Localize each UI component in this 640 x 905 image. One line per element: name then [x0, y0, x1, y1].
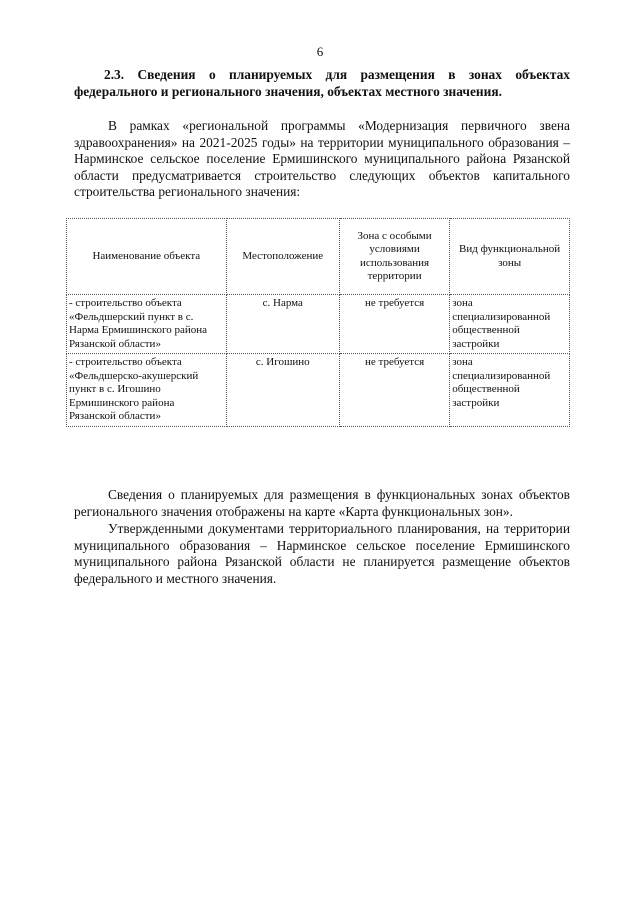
row1-object-name: - строительство объекта «Фельдшерский пункт в с. Нарма Ермишинского района Рязанской области» — [67, 295, 227, 354]
row2-object-name: - строительство объекта «Фельдшерско-акушерский пункт в с. Игошино Ермишинского района Рязанской области» — [67, 354, 227, 427]
conclusion-paragraph: Утвержденными документами территориального планирования, на территории муниципального образования – Нарминское сельское поселение Ермишинского муниципального района Рязанской области не планируется размещение объектов федерального и местного значения. — [74, 521, 570, 586]
header-functional-zone: Вид функциональной зоны — [450, 219, 570, 295]
objects-table — [66, 218, 570, 427]
row2-functional-zone: зона специализированной общественной застройки — [450, 354, 570, 427]
row1-special-zone: не требуется — [339, 295, 449, 354]
header-location: Местоположение — [226, 219, 339, 295]
row2-location: с. Игошино — [226, 354, 339, 427]
header-object-name: Наименование объекта — [67, 219, 227, 295]
table-header-row — [67, 219, 570, 295]
table-row — [67, 295, 570, 354]
intro-paragraph: В рамках «региональной программы «Модернизация первичного звена здравоохранения» на 2021-2025 годы» на территории муниципального образования – Нарминское сельское поселение Ермишинского муниципального района Рязанской области предусматривается строительство следующих объектов капитального строительства регионального значения: — [74, 118, 570, 200]
section-heading: 2.3. Сведения о планируемых для размещения в зонах объектах федерального и регионального значения, объектах местного значения. — [74, 67, 570, 99]
row1-location: с. Нарма — [226, 295, 339, 354]
header-special-zone: Зона с особыми условиями использования территории — [339, 219, 449, 295]
page-number: 6 — [316, 44, 324, 59]
map-reference-paragraph: Сведения о планируемых для размещения в функциональных зонах объектов регионального значения отображены на карте «Карта функциональных зон». — [74, 487, 570, 519]
row2-special-zone: не требуется — [339, 354, 449, 427]
table-row — [67, 354, 570, 427]
row1-functional-zone: зона специализированной общественной застройки — [450, 295, 570, 354]
